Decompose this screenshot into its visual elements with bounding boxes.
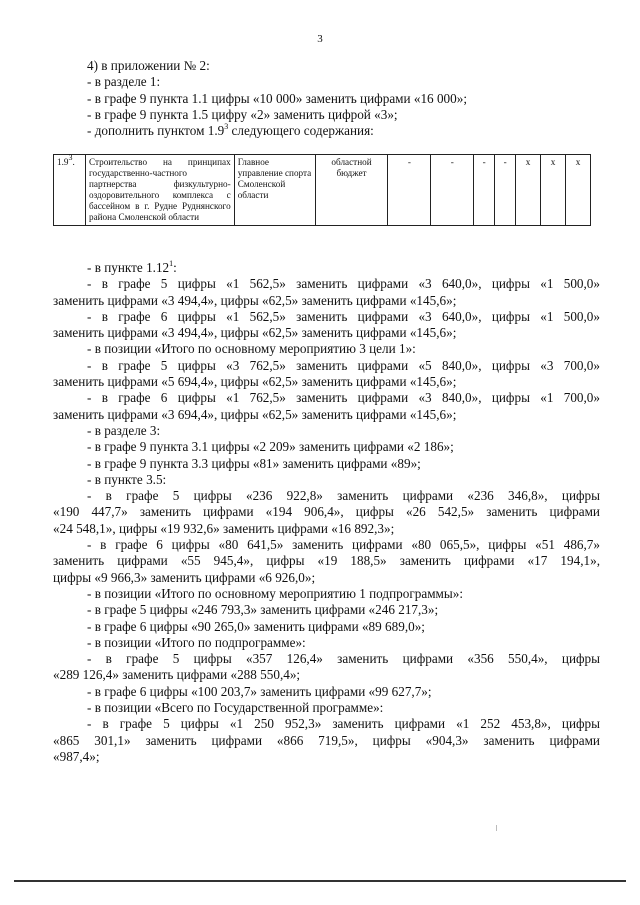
page-number: 3 xyxy=(317,33,323,45)
executor-cell: Главное управление спорта Смоленской области xyxy=(234,155,315,226)
value-cell: - xyxy=(495,155,516,226)
intro-line: - в графе 9 пункта 1.5 цифру «2» заменить цифрой «3»; xyxy=(87,106,398,122)
scan-mark xyxy=(496,825,497,831)
body-line-text: «987,4»; xyxy=(53,748,100,764)
body-line-text: заменить цифрами «5 694,4», цифры «62,5» заменить цифрами «145,6»; xyxy=(53,374,457,390)
body-line xyxy=(53,716,600,732)
amendments-body xyxy=(53,260,600,765)
value-cell: - xyxy=(474,155,495,226)
body-line xyxy=(53,325,600,341)
body-line xyxy=(53,521,600,537)
body-line xyxy=(53,667,600,683)
body-line xyxy=(53,341,600,357)
body-line xyxy=(53,390,600,406)
body-line-text: - в графе 6 цифры «90 265,0» заменить цифрами «89 689,0»; xyxy=(87,618,425,634)
bottom-rule xyxy=(14,880,626,882)
body-line xyxy=(53,553,600,569)
body-line xyxy=(53,570,600,586)
body-line-text: цифры «9 966,3» заменить цифрами «6 926,0»; xyxy=(53,569,316,585)
body-line xyxy=(53,456,600,472)
body-line xyxy=(53,635,600,651)
body-line-text: - в позиции «Всего по Государственной программе»: xyxy=(87,700,384,716)
body-line xyxy=(53,260,600,276)
body-line-text: - в графе 6 цифры «1 762,5» заменить цифрами «3 840,0», цифры «1 700,0» xyxy=(87,390,600,406)
body-line-text: - в графе 5 цифры «1 250 952,3» заменить цифрами «1 252 453,8», цифры xyxy=(87,716,600,732)
value-cell: х xyxy=(516,155,541,226)
body-line xyxy=(53,684,600,700)
body-line xyxy=(53,602,600,618)
intro-line: - в разделе 1: xyxy=(87,74,161,90)
body-line-text: заменить цифрами «55 945,4», цифры «19 188,5» заменить цифрами «17 194,1», xyxy=(53,553,600,569)
body-line-text: - в позиции «Итого по основному мероприятию 1 подпрограммы»: xyxy=(87,585,464,601)
body-line-text: - в графе 5 цифры «1 562,5» заменить цифрами «3 640,0», цифры «1 500,0» xyxy=(87,276,600,292)
body-line xyxy=(53,358,600,374)
table-row xyxy=(54,155,591,226)
body-line-text: - в графе 5 цифры «357 126,4» заменить цифрами «356 550,4», цифры xyxy=(87,651,600,667)
inserted-row-table xyxy=(53,154,591,226)
body-line xyxy=(53,423,600,439)
body-line-text: - в разделе 3: xyxy=(87,422,161,438)
body-line-text: - в графе 6 цифры «80 641,5» заменить цифрами «80 065,5», цифры «51 486,7» xyxy=(87,537,600,553)
intro-block xyxy=(87,58,600,139)
body-line-text: заменить цифрами «3 694,4», цифры «62,5» заменить цифрами «145,6»; xyxy=(53,406,457,422)
body-line xyxy=(53,700,600,716)
body-line-text: «289 126,4» заменить цифрами «288 550,4»; xyxy=(53,667,301,683)
body-line xyxy=(53,309,600,325)
add-point-pre: - дополнить пунктом 1.9 xyxy=(87,123,225,139)
body-line xyxy=(53,488,600,504)
body-line-text: - в графе 5 цифры «246 793,3» заменить цифрами «246 217,3»; xyxy=(87,602,439,618)
body-line-text: «24 548,1», цифры «19 932,6» заменить цифрами «16 892,3»; xyxy=(53,520,395,536)
body-line-text: - в пункте 1.12 xyxy=(87,260,170,275)
body-line-text: «190 447,7» заменить цифрами «194 906,4», цифры «26 542,5» заменить цифрами xyxy=(53,504,600,520)
body-line-text: - в позиции «Итого по основному мероприятию 3 цели 1»: xyxy=(87,341,416,357)
source-cell: областной бюджет xyxy=(315,155,388,226)
body-line xyxy=(53,276,600,292)
body-line xyxy=(53,407,600,423)
add-point-line xyxy=(87,123,600,139)
body-line xyxy=(53,749,600,765)
body-line-text: - в графе 6 цифры «1 562,5» заменить цифрами «3 640,0», цифры «1 500,0» xyxy=(87,308,600,324)
body-line xyxy=(53,439,600,455)
value-cell: х xyxy=(541,155,566,226)
body-line-text: - в графе 9 пункта 3.3 цифры «81» заменить цифрами «89»; xyxy=(87,455,421,471)
intro-line: - в графе 9 пункта 1.1 цифры «10 000» заменить цифрами «16 000»; xyxy=(87,90,467,106)
body-line xyxy=(53,619,600,635)
name-cell: Строительство на принципах государственно-частного партнерства физкультурно-оздоровительного комплекса с бассейном в г. Рудне Руднянского района Смоленской области xyxy=(85,155,234,226)
body-line xyxy=(53,651,600,667)
value-cell: - xyxy=(388,155,431,226)
value-cell: х xyxy=(565,155,590,226)
intro-line: 4) в приложении № 2: xyxy=(87,58,210,73)
body-line xyxy=(53,472,600,488)
body-line-text: - в пункте 3.5: xyxy=(87,471,167,487)
body-line-text: - в графе 5 цифры «3 762,5» заменить цифрами «5 840,0», цифры «3 700,0» xyxy=(87,357,600,373)
point-number-sup: 3 xyxy=(68,152,73,162)
body-line xyxy=(53,733,600,749)
body-line-text: - в графе 5 цифры «236 922,8» заменить цифрами «236 346,8», цифры xyxy=(87,488,600,504)
point-number-cell: $1.9^3$. xyxy=(54,155,86,226)
add-point-sup: 3 xyxy=(224,121,229,131)
body-line-text: заменить цифрами «3 494,4», цифры «62,5» заменить цифрами «145,6»; xyxy=(53,325,457,341)
body-line xyxy=(53,586,600,602)
body-line-tail: : xyxy=(173,260,177,275)
body-line xyxy=(53,374,600,390)
body-line-text: «865 301,1» заменить цифрами «866 719,5», цифры «904,3» заменить цифрами xyxy=(53,732,600,748)
add-point-post: следующего содержания: xyxy=(228,123,374,139)
body-line xyxy=(53,537,600,553)
value-cell: - xyxy=(431,155,474,226)
body-line xyxy=(53,293,600,309)
body-line-text: заменить цифрами «3 494,4», цифры «62,5» заменить цифрами «145,6»; xyxy=(53,292,457,308)
body-line xyxy=(53,504,600,520)
body-line-text: - в позиции «Итого по подпрограмме»: xyxy=(87,634,306,650)
body-line-sup: 1 xyxy=(169,258,174,268)
body-line-text: - в графе 6 цифры «100 203,7» заменить цифрами «99 627,7»; xyxy=(87,683,432,699)
body-line-text: - в графе 9 пункта 3.1 цифры «2 209» заменить цифрами «2 186»; xyxy=(87,439,454,455)
point-number: 1.9 xyxy=(57,157,69,167)
